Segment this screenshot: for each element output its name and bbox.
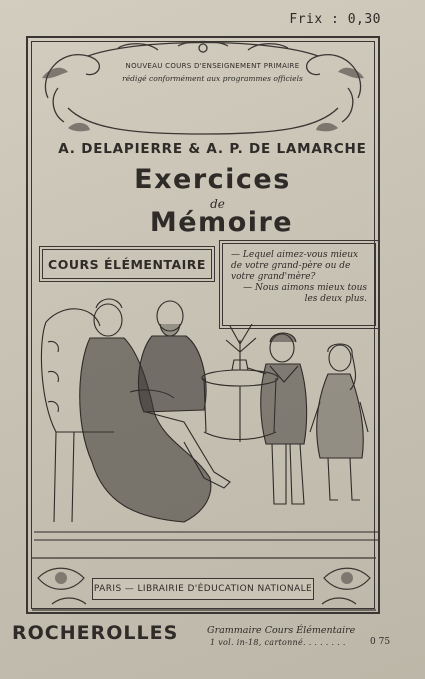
level-label: COURS ÉLÉMENTAIRE [42, 249, 212, 279]
title-line-2: de [210, 197, 225, 211]
series-subtitle: rédigé conformément aux programmes officiels [122, 74, 303, 83]
top-ornament [28, 38, 378, 138]
title-line-1: Exercices [134, 164, 291, 195]
title-line-3: Mémoire [149, 207, 294, 238]
advert-series: Grammaire Cours Élémentaire [207, 625, 356, 636]
engraving-illustration [34, 282, 378, 550]
brand-label: ROCHEROLLES [12, 622, 179, 644]
publisher-label: PARIS — LIBRAIRIE D'ÉDUCATION NATIONALE [92, 578, 314, 600]
quote-question: — Lequel aimez-vous mieux de votre grand-père ou de votre grand'mère? [231, 250, 359, 282]
authors: A. DELAPIERRE & A. P. DE LAMARCHE [58, 141, 367, 157]
price-label: Frix : 0,30 [289, 12, 381, 27]
advert-details: 1 vol. in-18, cartonné. . . . . . . . [210, 638, 346, 647]
series-title: NOUVEAU COURS D'ENSEIGNEMENT PRIMAIRE [125, 62, 300, 70]
quote-answer: — Nous aimons mieux tous les deux plus. [243, 283, 367, 304]
advert-price: 0 75 [370, 637, 391, 647]
